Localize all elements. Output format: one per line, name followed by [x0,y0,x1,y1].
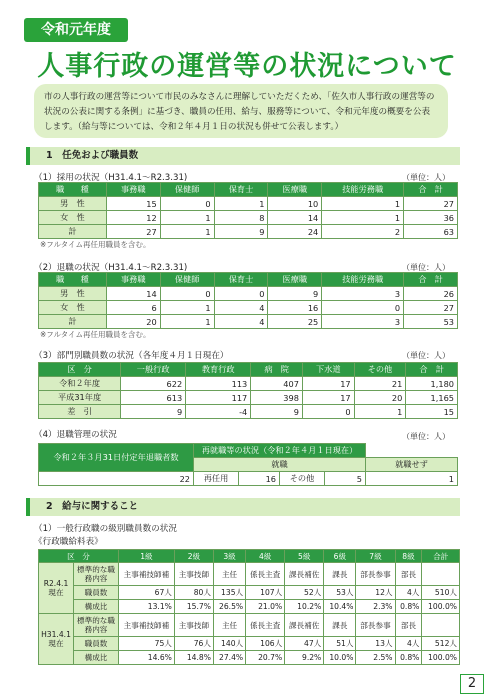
salary-cell-duties: 主事補技師補 [119,563,175,586]
dept-row-label: 差 引 [39,405,121,419]
salary-cell-ratios: 27.4% [213,651,245,665]
salary-cell-ratios: 100.0% [422,600,460,614]
intro-box: 市の人事行政の運営等について市民のみなさんに理解していただくため、「佐久市人事行政の運営等の状況の公表に関する条例」に基づき、職員の任用、給与、服務等について、令和元年度の概要を公表します。（給与等については、令和２年４月１日の状況も併せて公表します。） [34,84,448,138]
salary-cell-ratios: 2.3% [356,600,395,614]
retire-mgmt-table [38,443,458,486]
salary-cell-counts: 75人 [119,637,175,651]
hire-row-label: 女 性 [39,211,107,225]
salary-cell-ratios: 20.7% [246,651,285,665]
retire-mgmt-header-count: 令和２年３月31日付定年退職者数 [39,444,194,472]
retire-cell: 16 [268,301,322,315]
dept-header-cell: 合 計 [406,363,458,377]
salary-cell-duties: 係長主査 [246,614,285,637]
salary-cell-counts: 107人 [246,586,285,600]
dept-cell: 9 [121,405,186,419]
salary-cell-counts: 13人 [356,637,395,651]
retire-note: ※フルタイム再任用職員を含む。 [40,330,151,339]
salary-cell-duties: 課長 [324,563,356,586]
hire-header-cell: 職 種 [39,183,107,197]
salary-title: （1）一般行政職の級別職員数の状況 [34,524,177,534]
page-number: 2 [460,674,484,694]
hire-row [39,211,458,225]
hire-row-label: 計 [39,225,107,239]
salary-cell-counts: 510人 [422,586,460,600]
salary-cell-counts: 4人 [395,637,422,651]
salary-subtitle: 《行政職給料表》 [34,537,103,547]
retire-cell: 27 [404,301,458,315]
dept-cell: 407 [251,377,303,391]
salary-row [39,637,460,651]
salary-header-cell: 合計 [422,550,460,563]
dept-cell: 15 [406,405,458,419]
hire-cell: 1 [322,211,404,225]
hire-row [39,225,458,239]
hire-header-cell: 保健師 [160,183,214,197]
dept-cell: 113 [186,377,251,391]
hire-cell: 10 [268,197,322,211]
hire-cell: 36 [404,211,458,225]
dept-cell: 9 [251,405,303,419]
salary-cell-duties: 主事技師 [174,614,213,637]
hire-unit: （単位：人） [402,173,450,182]
retire-header-cell: 技能労務職 [322,273,404,287]
dept-cell: 398 [251,391,303,405]
salary-cell-ratios: 10.4% [324,600,356,614]
salary-header-cell: 8級 [395,550,422,563]
dept-row [39,405,458,419]
salary-row-label: 構成比 [74,600,119,614]
retire-mgmt-reemploy-label: 再任用 [194,472,239,486]
dept-cell: 1,165 [406,391,458,405]
salary-cell-counts: 106人 [246,637,285,651]
salary-row [39,600,460,614]
retire-cell: 4 [214,315,268,329]
dept-cell: 17 [302,391,354,405]
hire-header-row [39,183,458,197]
salary-period-label: R2.4.1現在 [39,563,74,614]
salary-cell-ratios: 10.0% [324,651,356,665]
salary-header-cell: 6級 [324,550,356,563]
retire-cell: 0 [160,287,214,301]
hire-cell: 27 [106,225,160,239]
retire-mgmt-title: （4）退職管理の状況 [34,430,117,440]
era-badge: 令和元年度 [24,18,128,42]
salary-cell-counts: 80人 [174,586,213,600]
retire-row [39,301,458,315]
salary-header-cell: 3級 [213,550,245,563]
salary-cell-counts: 12人 [356,586,395,600]
hire-row-label: 男 性 [39,197,107,211]
salary-header-row [39,550,460,563]
salary-cell-duties: 課長 [324,614,356,637]
salary-cell-duties: 部長参事 [356,563,395,586]
dept-unit: （単位：人） [402,351,450,360]
retire-header-row [39,273,458,287]
salary-cell-ratios: 2.5% [356,651,395,665]
retire-row-label: 男 性 [39,287,107,301]
salary-cell-ratios: 21.0% [246,600,285,614]
salary-cell-duties: 課長補佐 [285,563,324,586]
salary-row-label: 職員数 [74,637,119,651]
salary-cell-ratios: 13.1% [119,600,175,614]
section-heading-salary: 2 給与に関すること [26,498,460,516]
page-title: 人事行政の運営等の状況について [37,51,457,82]
salary-header-cell: 7級 [356,550,395,563]
hire-cell: 9 [214,225,268,239]
salary-period-label: H31.4.1現在 [39,614,74,665]
salary-cell-ratios: 100.0% [422,651,460,665]
hire-cell: 12 [106,211,160,225]
hire-header-cell: 事務職 [106,183,160,197]
hire-table [38,182,458,239]
retire-header-cell: 医療職 [268,273,322,287]
salary-cell-ratios: 14.6% [119,651,175,665]
hire-cell: 1 [322,197,404,211]
salary-row-label: 職員数 [74,586,119,600]
retire-cell: 20 [106,315,160,329]
retire-cell: 53 [404,315,458,329]
salary-cell-duties [422,614,460,637]
salary-row-label: 標準的な職務内容 [74,614,119,637]
retire-cell: 26 [404,287,458,301]
dept-table [38,362,458,419]
salary-cell-duties: 主任 [213,614,245,637]
retire-mgmt-nojob-value: 1 [366,472,458,486]
retire-cell: 3 [322,287,404,301]
dept-row-label: 平成31年度 [39,391,121,405]
retire-cell: 0 [214,287,268,301]
salary-header-cell: 5級 [285,550,324,563]
dept-header-cell: その他 [354,363,406,377]
salary-cell-duties [422,563,460,586]
dept-cell: 17 [302,377,354,391]
retire-cell: 3 [322,315,404,329]
dept-row-label: 令和２年度 [39,377,121,391]
hire-cell: 63 [404,225,458,239]
retire-header-cell: 保健師 [160,273,214,287]
salary-cell-duties: 部長 [395,563,422,586]
salary-table [38,549,460,665]
hire-title: （1）採用の状況（H31.4.1～R2.3.31) [34,173,188,183]
dept-row [39,377,458,391]
retire-header-cell: 事務職 [106,273,160,287]
dept-cell: 1,180 [406,377,458,391]
hire-header-cell: 医療職 [268,183,322,197]
hire-header-cell: 保育士 [214,183,268,197]
salary-cell-counts: 76人 [174,637,213,651]
retire-header-cell: 合 計 [404,273,458,287]
retire-table [38,272,458,329]
salary-cell-duties: 課長補佐 [285,614,324,637]
retire-mgmt-other-value: 5 [325,472,366,486]
retire-header-cell: 職 種 [39,273,107,287]
retire-cell: 0 [322,301,404,315]
salary-cell-counts: 67人 [119,586,175,600]
dept-title: （3）部門別職員数の状況（各年度４月１日現在） [34,351,229,361]
salary-cell-counts: 47人 [285,637,324,651]
hire-cell: 8 [214,211,268,225]
salary-cell-counts: 53人 [324,586,356,600]
dept-header-cell: 一般行政 [121,363,186,377]
salary-cell-counts: 140人 [213,637,245,651]
dept-cell: 613 [121,391,186,405]
dept-cell: 1 [354,405,406,419]
hire-cell: 15 [106,197,160,211]
hire-header-cell: 合 計 [404,183,458,197]
salary-header-cell: 2級 [174,550,213,563]
dept-cell: 0 [302,405,354,419]
retire-mgmt-other-label: その他 [280,472,325,486]
salary-cell-counts: 135人 [213,586,245,600]
dept-header-cell: 下水道 [302,363,354,377]
salary-row [39,563,460,586]
salary-cell-ratios: 9.2% [285,651,324,665]
section-heading-appointments: 1 任免および職員数 [26,147,460,165]
dept-cell: 622 [121,377,186,391]
salary-cell-duties: 部長 [395,614,422,637]
dept-header-cell: 教育行政 [186,363,251,377]
retire-mgmt-unit: （単位：人） [402,432,450,441]
salary-row [39,586,460,600]
retire-cell: 1 [160,301,214,315]
salary-cell-counts: 52人 [285,586,324,600]
retire-row [39,315,458,329]
salary-header-cell: 1級 [119,550,175,563]
hire-cell: 24 [268,225,322,239]
dept-row [39,391,458,405]
hire-cell: 1 [214,197,268,211]
salary-cell-counts: 512人 [422,637,460,651]
salary-cell-ratios: 0.8% [395,651,422,665]
retire-row-label: 女 性 [39,301,107,315]
salary-cell-counts: 51人 [324,637,356,651]
salary-row [39,651,460,665]
salary-header-cell: 4級 [246,550,285,563]
hire-cell: 27 [404,197,458,211]
salary-cell-duties: 主事技師 [174,563,213,586]
dept-cell: 117 [186,391,251,405]
dept-header-cell: 区 分 [39,363,121,377]
salary-row [39,614,460,637]
dept-header-cell: 病 院 [251,363,303,377]
hire-cell: 1 [160,211,214,225]
salary-cell-duties: 主任 [213,563,245,586]
retire-mgmt-header-reemploy: 再就職等の状況（令和２年４月１日現在） [194,444,366,458]
retire-mgmt-reemploy-value: 16 [239,472,280,486]
dept-header-row [39,363,458,377]
retire-row-label: 計 [39,315,107,329]
retire-cell: 9 [268,287,322,301]
salary-cell-ratios: 26.5% [213,600,245,614]
retire-cell: 25 [268,315,322,329]
hire-cell: 0 [160,197,214,211]
retire-cell: 4 [214,301,268,315]
retire-mgmt-count: 22 [39,472,194,486]
salary-cell-counts: 4人 [395,586,422,600]
salary-cell-ratios: 15.7% [174,600,213,614]
hire-cell: 2 [322,225,404,239]
retire-row [39,287,458,301]
retire-cell: 1 [160,315,214,329]
salary-row-label: 標準的な職務内容 [74,563,119,586]
retire-mgmt-sub-nojob: 就職せず [366,458,458,472]
retire-cell: 14 [106,287,160,301]
hire-cell: 14 [268,211,322,225]
hire-note: ※フルタイム再任用職員を含む。 [40,240,151,249]
retire-unit: （単位：人） [402,263,450,272]
hire-cell: 1 [160,225,214,239]
salary-cell-ratios: 0.8% [395,600,422,614]
salary-header-cell: 区 分 [39,550,119,563]
retire-title: （2）退職の状況（H31.4.1～R2.3.31) [34,263,188,273]
salary-row-label: 構成比 [74,651,119,665]
retire-cell: 6 [106,301,160,315]
salary-cell-duties: 係長主査 [246,563,285,586]
dept-cell: -4 [186,405,251,419]
retire-mgmt-sub-job: 就職 [194,458,366,472]
salary-cell-duties: 主事補技師補 [119,614,175,637]
salary-cell-ratios: 10.2% [285,600,324,614]
retire-header-cell: 保育士 [214,273,268,287]
salary-cell-duties: 部長参事 [356,614,395,637]
dept-cell: 21 [354,377,406,391]
dept-cell: 20 [354,391,406,405]
hire-row [39,197,458,211]
salary-cell-ratios: 14.8% [174,651,213,665]
hire-header-cell: 技能労務職 [322,183,404,197]
